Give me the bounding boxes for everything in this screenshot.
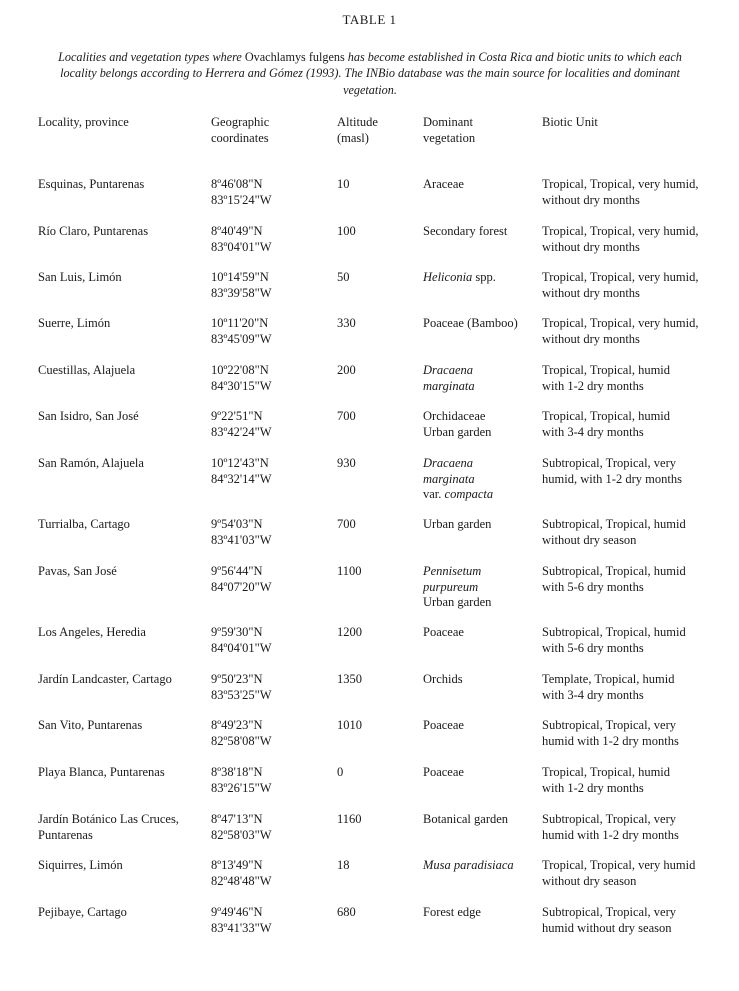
locality-cell — [38, 316, 206, 332]
coordinate-text: 84º04'01"W — [211, 640, 272, 655]
vegetation-line — [423, 177, 541, 193]
biotic-unit-text: Template, Tropical, humid — [542, 672, 675, 686]
coordinate-text: 83º15'24"W — [211, 192, 272, 207]
locality-text: Siquirres, Limón — [38, 858, 123, 872]
locality-text: Jardín Botánico Las Cruces, — [38, 812, 179, 826]
vegetation-text: marginata — [423, 378, 475, 393]
altitude-text: 700 — [337, 409, 356, 423]
biotic-unit-cell — [542, 718, 738, 749]
vegetation-cell — [423, 564, 541, 611]
vegetation-line — [423, 517, 541, 533]
altitude-text: 200 — [337, 363, 356, 377]
vegetation-text: Araceae — [423, 177, 464, 191]
vegetation-cell — [423, 316, 541, 332]
altitude-text: 1100 — [337, 564, 362, 578]
locality-cell — [38, 905, 206, 921]
locality-text: San Vito, Puntarenas — [38, 718, 143, 732]
vegetation-text: Poaceae (Bamboo) — [423, 316, 518, 330]
biotic-unit-cell — [542, 517, 738, 548]
vegetation-text: Orchidaceae — [423, 409, 486, 423]
locality-cell — [38, 177, 206, 193]
coordinate-text: 10º22'08"N — [211, 363, 269, 377]
coordinate-text: 8º40'49"N — [211, 224, 263, 238]
vegetation-line — [423, 625, 541, 641]
coordinate-text: 9º59'30"N — [211, 625, 263, 639]
vegetation-text: Poaceae — [423, 718, 464, 732]
altitude-text: 700 — [337, 517, 356, 531]
altitude-cell — [337, 316, 407, 332]
vegetation-text: Dracaena — [423, 456, 473, 470]
biotic-unit-text: Tropical, Tropical, very humid, — [542, 270, 699, 284]
vegetation-text: Urban garden — [423, 424, 492, 439]
coordinate-text: 8º38'18"N — [211, 765, 263, 779]
locality-cell — [38, 672, 206, 688]
coordinate-text: 82º58'03"W — [211, 827, 272, 842]
coordinate-text: 83º53'25"W — [211, 687, 272, 702]
altitude-cell — [337, 456, 407, 472]
coordinate-text: 82º58'08"W — [211, 733, 272, 748]
locality-text: Esquinas, Puntarenas — [38, 177, 145, 191]
biotic-unit-cell — [542, 905, 738, 936]
vegetation-line — [423, 905, 541, 921]
coordinates-cell — [211, 409, 331, 440]
altitude-text: 18 — [337, 858, 350, 872]
altitude-cell — [337, 177, 407, 193]
coordinate-text: 84º07'20"W — [211, 579, 272, 594]
vegetation-line — [423, 456, 541, 472]
biotic-unit-text: without dry season — [542, 532, 637, 547]
locality-cell — [38, 224, 206, 240]
locality-cell — [38, 812, 206, 843]
vegetation-text: Urban garden — [423, 595, 492, 610]
vegetation-text: marginata — [423, 471, 475, 486]
coordinates-cell — [211, 517, 331, 548]
biotic-unit-text: with 1-2 dry months — [542, 780, 644, 795]
vegetation-text: Urban garden — [423, 517, 492, 531]
altitude-cell — [337, 765, 407, 781]
locality-cell — [38, 564, 206, 580]
vegetation-cell — [423, 905, 541, 921]
biotic-unit-text: Subtropical, Tropical, very — [542, 905, 677, 919]
vegetation-text: spp. — [472, 270, 496, 284]
biotic-unit-text: humid without dry season — [542, 920, 672, 935]
altitude-cell — [337, 224, 407, 240]
biotic-unit-cell — [542, 224, 738, 255]
biotic-unit-text: Tropical, Tropical, humid — [542, 363, 671, 377]
biotic-unit-cell — [542, 672, 738, 703]
biotic-unit-text: with 1-2 dry months — [542, 378, 644, 393]
coordinate-text: 83º26'15"W — [211, 780, 272, 795]
locality-cell — [38, 517, 206, 533]
biotic-unit-cell — [542, 812, 738, 843]
biotic-unit-text: Tropical, Tropical, very humid, — [542, 316, 699, 330]
biotic-unit-text: Tropical, Tropical, very humid, — [542, 224, 699, 238]
vegetation-line — [423, 363, 541, 379]
vegetation-text: Poaceae — [423, 625, 464, 639]
vegetation-cell — [423, 409, 541, 440]
biotic-unit-text: Subtropical, Tropical, humid — [542, 564, 686, 578]
coordinate-text: 9º22'51"N — [211, 409, 263, 423]
vegetation-line — [423, 472, 541, 488]
vegetation-cell — [423, 270, 541, 286]
header-vegetation: Dominant vegetation — [423, 115, 476, 145]
coordinate-text: 83º41'03"W — [211, 532, 272, 547]
altitude-text: 100 — [337, 224, 356, 238]
altitude-text: 1160 — [337, 812, 362, 826]
biotic-unit-cell — [542, 177, 738, 208]
altitude-cell — [337, 625, 407, 641]
biotic-unit-cell — [542, 564, 738, 595]
vegetation-text: Forest edge — [423, 905, 481, 919]
locality-cell — [38, 270, 206, 286]
vegetation-text: Poaceae — [423, 765, 464, 779]
locality-cell — [38, 625, 206, 641]
coordinate-text: 9º56'44"N — [211, 564, 263, 578]
table-caption — [45, 49, 695, 98]
biotic-unit-cell — [542, 625, 738, 656]
coordinates-cell — [211, 672, 331, 703]
vegetation-cell — [423, 812, 541, 828]
altitude-text: 10 — [337, 177, 350, 191]
biotic-unit-text: Subtropical, Tropical, humid — [542, 625, 686, 639]
coordinates-cell — [211, 224, 331, 255]
locality-text: San Isidro, San José — [38, 409, 139, 423]
caption-segment: has become established in Costa Rica and biotic units to which each locality belongs according to Herrera and Gómez (1993). The INBio database was the main source for localities and dominant vegetation. — [60, 50, 682, 97]
locality-text: Turrialba, Cartago — [38, 517, 130, 531]
altitude-text: 330 — [337, 316, 356, 330]
altitude-cell — [337, 672, 407, 688]
biotic-unit-text: Subtropical, Tropical, humid — [542, 517, 686, 531]
altitude-cell — [337, 270, 407, 286]
locality-text: Pejibaye, Cartago — [38, 905, 127, 919]
biotic-unit-text: Tropical, Tropical, very humid — [542, 858, 696, 872]
biotic-unit-text: humid with 1-2 dry months — [542, 827, 679, 842]
table-title: TABLE 1 — [342, 12, 397, 27]
locality-cell — [38, 765, 206, 781]
coordinate-text: 83º04'01"W — [211, 239, 272, 254]
coordinates-cell — [211, 625, 331, 656]
locality-cell — [38, 409, 206, 425]
vegetation-cell — [423, 456, 541, 503]
biotic-unit-text: without dry months — [542, 192, 640, 207]
altitude-text: 1010 — [337, 718, 362, 732]
coordinate-text: 8º49'23"N — [211, 718, 263, 732]
header-altitude: Altitude (masl) — [337, 115, 378, 145]
locality-cell — [38, 858, 206, 874]
coordinate-text: 83º41'33"W — [211, 920, 272, 935]
coordinate-text: 10º11'20"N — [211, 316, 269, 330]
biotic-unit-text: without dry season — [542, 873, 637, 888]
locality-text: Suerre, Limón — [38, 316, 111, 330]
altitude-cell — [337, 812, 407, 828]
biotic-unit-text: with 3-4 dry months — [542, 424, 644, 439]
biotic-unit-cell — [542, 858, 738, 889]
altitude-cell — [337, 409, 407, 425]
vegetation-cell — [423, 517, 541, 533]
biotic-unit-text: Subtropical, Tropical, very — [542, 456, 677, 470]
altitude-text: 50 — [337, 270, 350, 284]
biotic-unit-text: humid with 1-2 dry months — [542, 733, 679, 748]
locality-text: Jardín Landcaster, Cartago — [38, 672, 172, 686]
coordinate-text: 10º14'59"N — [211, 270, 269, 284]
vegetation-line — [423, 564, 541, 580]
biotic-unit-text: Subtropical, Tropical, very — [542, 812, 677, 826]
biotic-unit-cell — [542, 409, 738, 440]
coordinate-text: 9º50'23"N — [211, 672, 263, 686]
altitude-cell — [337, 858, 407, 874]
locality-text: Pavas, San José — [38, 564, 117, 578]
coordinates-cell — [211, 812, 331, 843]
coordinate-text: 8º13'49"N — [211, 858, 263, 872]
vegetation-cell — [423, 765, 541, 781]
coordinates-cell — [211, 765, 331, 796]
coordinate-text: 84º32'14"W — [211, 471, 272, 486]
header-coordinates: Geographic coordinates — [211, 115, 270, 145]
vegetation-text: Dracaena — [423, 363, 473, 377]
header-biotic-unit: Biotic Unit — [542, 115, 598, 129]
vegetation-cell — [423, 363, 541, 394]
vegetation-text: Botanical garden — [423, 812, 509, 826]
vegetation-text: compacta — [444, 487, 494, 502]
coordinate-text: 83º42'24"W — [211, 424, 272, 439]
vegetation-line — [423, 224, 541, 240]
coordinates-cell — [211, 316, 331, 347]
altitude-text: 1200 — [337, 625, 362, 639]
locality-text: Puntarenas — [38, 827, 93, 842]
altitude-text: 0 — [337, 765, 344, 779]
header-locality: Locality, province — [38, 115, 129, 129]
locality-cell — [38, 456, 206, 472]
vegetation-cell — [423, 625, 541, 641]
vegetation-line — [423, 595, 541, 611]
locality-text: Los Angeles, Heredia — [38, 625, 146, 639]
vegetation-cell — [423, 672, 541, 688]
altitude-text: 930 — [337, 456, 356, 470]
locality-text: San Luis, Limón — [38, 270, 122, 284]
biotic-unit-text: with 3-4 dry months — [542, 687, 644, 702]
biotic-unit-cell — [542, 765, 738, 796]
vegetation-cell — [423, 177, 541, 193]
locality-cell — [38, 363, 206, 379]
biotic-unit-text: with 5-6 dry months — [542, 579, 644, 594]
vegetation-line — [423, 812, 541, 828]
coordinate-text: 8º46'08"N — [211, 177, 263, 191]
vegetation-text: var. — [423, 487, 445, 502]
vegetation-line — [423, 487, 541, 503]
vegetation-line — [423, 409, 541, 425]
altitude-cell — [337, 517, 407, 533]
caption-segment: Ovachlamys fulgens — [244, 50, 345, 64]
altitude-text: 680 — [337, 905, 356, 919]
locality-text: Río Claro, Puntarenas — [38, 224, 149, 238]
vegetation-cell — [423, 224, 541, 240]
coordinates-cell — [211, 858, 331, 889]
biotic-unit-text: Tropical, Tropical, humid — [542, 409, 671, 423]
biotic-unit-text: with 5-6 dry months — [542, 640, 644, 655]
locality-text: Cuestillas, Alajuela — [38, 363, 136, 377]
coordinate-text: 83º45'09"W — [211, 331, 272, 346]
vegetation-line — [423, 858, 541, 874]
altitude-cell — [337, 718, 407, 734]
biotic-unit-text: Tropical, Tropical, humid — [542, 765, 671, 779]
coordinates-cell — [211, 363, 331, 394]
locality-text: San Ramón, Alajuela — [38, 456, 144, 470]
coordinates-cell — [211, 177, 331, 208]
biotic-unit-text: Tropical, Tropical, very humid, — [542, 177, 699, 191]
vegetation-text: Orchids — [423, 672, 463, 686]
coordinate-text: 8º47'13"N — [211, 812, 263, 826]
locality-text: Playa Blanca, Puntarenas — [38, 765, 165, 779]
locality-cell — [38, 718, 206, 734]
table-header-row — [38, 115, 738, 149]
coordinates-cell — [211, 905, 331, 936]
altitude-text: 1350 — [337, 672, 362, 686]
coordinates-cell — [211, 718, 331, 749]
coordinate-text: 83º39'58"W — [211, 285, 272, 300]
altitude-cell — [337, 564, 407, 580]
altitude-cell — [337, 363, 407, 379]
biotic-unit-text: without dry months — [542, 331, 640, 346]
coordinate-text: 9º54'03"N — [211, 517, 263, 531]
coordinate-text: 82º48'48"W — [211, 873, 272, 888]
coordinate-text: 9º49'46"N — [211, 905, 263, 919]
biotic-unit-text: without dry months — [542, 239, 640, 254]
vegetation-text: Heliconia — [423, 270, 473, 284]
vegetation-line — [423, 765, 541, 781]
coordinate-text: 84º30'15"W — [211, 378, 272, 393]
vegetation-line — [423, 270, 541, 286]
altitude-cell — [337, 905, 407, 921]
vegetation-line — [423, 425, 541, 441]
vegetation-text: Musa paradisiaca — [423, 858, 514, 872]
vegetation-line — [423, 379, 541, 395]
biotic-unit-text: Subtropical, Tropical, very — [542, 718, 677, 732]
vegetation-line — [423, 580, 541, 596]
vegetation-text: Pennisetum — [423, 564, 482, 578]
coordinates-cell — [211, 456, 331, 487]
coordinates-cell — [211, 564, 331, 595]
caption-segment: Localities and vegetation types where — [58, 50, 245, 64]
vegetation-line — [423, 316, 541, 332]
vegetation-text: Secondary forest — [423, 224, 508, 238]
vegetation-cell — [423, 858, 541, 874]
biotic-unit-cell — [542, 316, 738, 347]
vegetation-text: purpureum — [423, 579, 479, 594]
biotic-unit-text: humid, with 1-2 dry months — [542, 471, 682, 486]
coordinates-cell — [211, 270, 331, 301]
biotic-unit-text: without dry months — [542, 285, 640, 300]
vegetation-cell — [423, 718, 541, 734]
biotic-unit-cell — [542, 363, 738, 394]
vegetation-line — [423, 672, 541, 688]
vegetation-line — [423, 718, 541, 734]
biotic-unit-cell — [542, 270, 738, 301]
biotic-unit-cell — [542, 456, 738, 487]
coordinate-text: 10º12'43"N — [211, 456, 269, 470]
